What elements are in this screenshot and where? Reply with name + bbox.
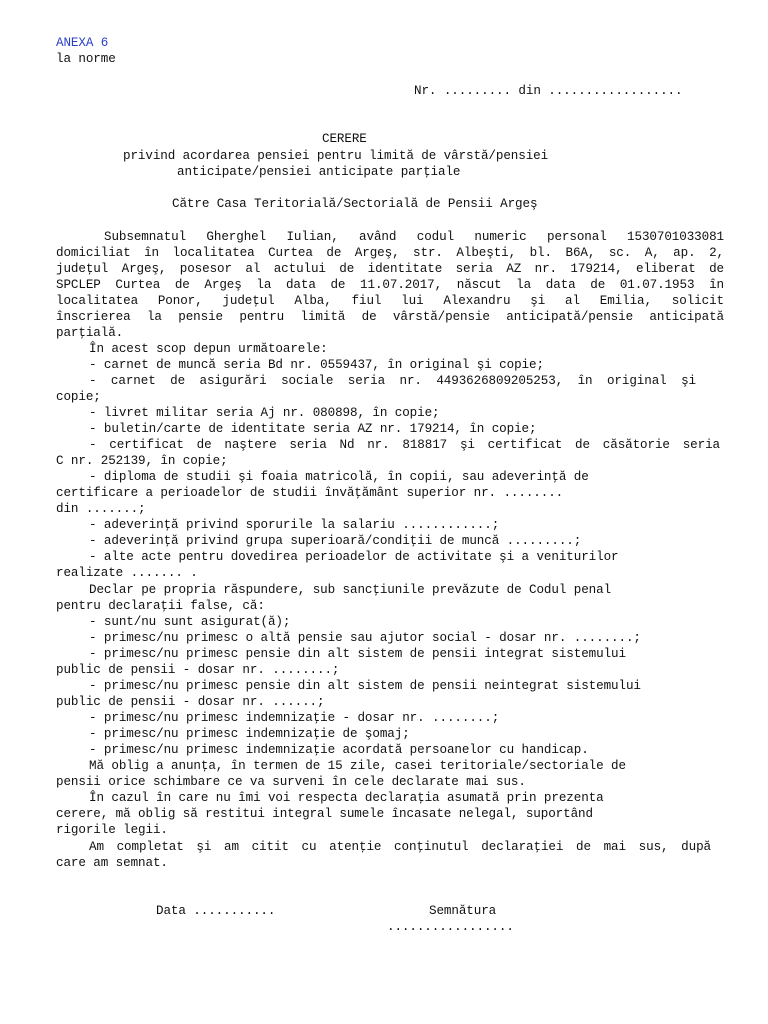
decl-intro: pentru declaraţii false, că: [56,599,265,613]
body-line: judeţul Argeş, posesor al actului de identitate seria AZ nr. 179214, eliberat de [56,262,724,276]
docs-intro: În acest scop depun următoarele: [89,342,328,356]
list-item: - sunt/nu sunt asigurat(ă); [89,615,291,629]
list-item: - adeverinţă privind sporurile la salariu ............; [89,518,500,532]
addressee: Către Casa Teritorială/Sectorială de Pensii Argeş [172,197,538,211]
body-line: domiciliat în localitatea Curtea de Argeş, str. Albeşti, bl. B6A, sc. A, ap. 2, [56,246,724,260]
obligation-line: cerere, mă oblig să restitui integral sumele încasate nelegal, suportând [56,807,593,821]
list-item: copie; [56,390,101,404]
obligation-line: rigorile legii. [56,823,168,837]
signature-label: Semnătura [429,904,497,918]
list-item: - alte acte pentru dovedirea perioadelor de activitate şi a veniturilor [89,550,619,564]
list-item: - primesc/nu primesc pensie din alt sistem de pensii neintegrat sistemului [89,679,641,693]
obligation-line: pensii orice schimbare ce va surveni în cele declarate mai sus. [56,775,526,789]
list-item: - primesc/nu primesc pensie din alt sistem de pensii integrat sistemului [89,647,626,661]
title-subline-1: privind acordarea pensiei pentru limită de vârstă/pensiei [123,149,549,163]
list-item: C nr. 252139, în copie; [56,454,228,468]
annex-label: ANEXA 6 [56,36,109,50]
list-item: - carnet de asigurări sociale seria nr. 4493626809205253, în original şi [89,374,696,388]
final-statement: care am semnat. [56,856,168,870]
list-item: public de pensii - dosar nr. ........; [56,663,340,677]
document-title: CERERE [322,132,367,146]
decl-intro: Declar pe propria răspundere, sub sancţiunile prevăzute de Codul penal [89,583,612,597]
list-item: - livret militar seria Aj nr. 080898, în copie; [89,406,440,420]
list-item: - certificat de naştere seria Nd nr. 818817 şi certificat de căsătorie seria [89,438,720,452]
body-line: parţială. [56,326,124,340]
list-item: - carnet de muncă seria Bd nr. 0559437, în original şi copie; [89,358,544,372]
title-subline-2: anticipate/pensiei anticipate parţiale [177,165,461,179]
body-line: înscrierea la pensie pentru limită de vârstă/pensie anticipată/pensie anticipată [56,310,724,324]
list-item: - adeverinţă privind grupa superioară/condiţii de muncă .........; [89,534,582,548]
signature-field: ................. [387,920,514,934]
body-line: Subsemnatul Gherghel Iulian, având codul numeric personal 1530701033081 [104,230,724,244]
date-field: Data ........... [156,904,276,918]
list-item: - primesc/nu primesc indemnizaţie - dosar nr. ........; [89,711,500,725]
list-item: public de pensii - dosar nr. ......; [56,695,325,709]
obligation-line: Mă oblig a anunţa, în termen de 15 zile, casei teritoriale/sectoriale de [89,759,626,773]
list-item: certificare a perioadelor de studii învăţământ superior nr. ........ [56,486,564,500]
list-item: realizate ....... . [56,566,198,580]
list-item: din .......; [56,502,146,516]
body-line: localitatea Ponor, judeţul Alba, fiul lui Alexandru şi al Emilia, solicit [56,294,724,308]
final-statement: Am completat şi am citit cu atenţie conţinutul declaraţiei de mai sus, după [89,840,711,854]
list-item: - buletin/carte de identitate seria AZ nr. 179214, în copie; [89,422,537,436]
norms-label: la norme [56,52,116,66]
list-item: - primesc/nu primesc indemnizaţie de şomaj; [89,727,410,741]
obligation-line: În cazul în care nu îmi voi respecta declaraţia asumată prin prezenta [89,791,604,805]
body-line: SPCLEP Curtea de Argeş la data de 11.07.2017, născut la data de 01.07.1953 în [56,278,724,292]
number-date-line: Nr. ......... din .................. [414,84,683,98]
list-item: - diploma de studii şi foaia matricolă, în copii, sau adeverinţă de [89,470,589,484]
list-item: - primesc/nu primesc indemnizaţie acordată persoanelor cu handicap. [89,743,589,757]
list-item: - primesc/nu primesc o altă pensie sau ajutor social - dosar nr. ........; [89,631,641,645]
